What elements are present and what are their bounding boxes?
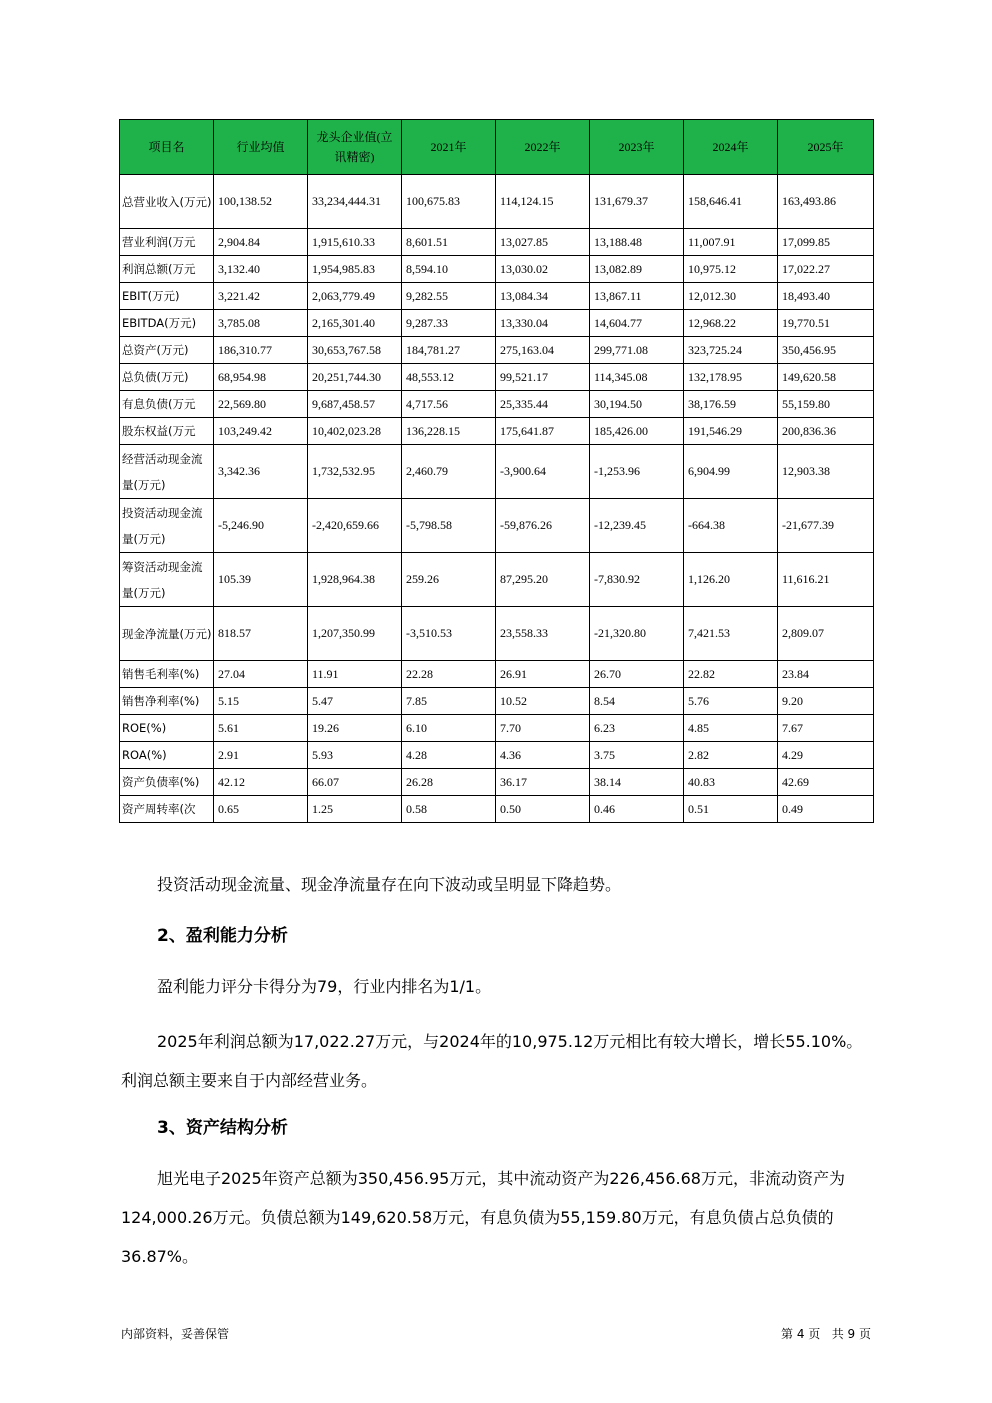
table-cell: 5.93 [308, 742, 402, 769]
row-label-cell: ROA(%) [120, 742, 214, 769]
table-cell: 12,903.38 [778, 445, 874, 499]
table-cell: 40.83 [684, 769, 778, 796]
table-cell: -1,253.96 [590, 445, 684, 499]
table-row [120, 310, 874, 337]
header-cell: 项目名 [120, 120, 214, 175]
table-cell: 6.10 [402, 715, 496, 742]
table-cell: 26.91 [496, 661, 590, 688]
table-cell: -3,510.53 [402, 607, 496, 661]
table-cell: 17,022.27 [778, 256, 874, 283]
table-cell: 7.67 [778, 715, 874, 742]
table-cell: 26.28 [402, 769, 496, 796]
table-cell: 2.82 [684, 742, 778, 769]
table-cell: 1,126.20 [684, 553, 778, 607]
table-cell: 13,082.89 [590, 256, 684, 283]
row-label-cell: 利润总额(万元 [120, 256, 214, 283]
table-cell: 13,330.04 [496, 310, 590, 337]
table-cell: 33,234,444.31 [308, 175, 402, 229]
row-label-cell: ROE(%) [120, 715, 214, 742]
table-cell: 186,310.77 [214, 337, 308, 364]
table-cell: 4.85 [684, 715, 778, 742]
table-cell: 0.65 [214, 796, 308, 823]
table-cell: 2,809.07 [778, 607, 874, 661]
table-cell: 42.69 [778, 769, 874, 796]
table-cell: 68,954.98 [214, 364, 308, 391]
table-cell: 185,426.00 [590, 418, 684, 445]
table-cell: 0.50 [496, 796, 590, 823]
table-cell: 87,295.20 [496, 553, 590, 607]
row-label-cell: 总营业收入(万元) [120, 175, 214, 229]
table-cell: 11.91 [308, 661, 402, 688]
table-cell: 42.12 [214, 769, 308, 796]
paragraph-profit-score: 盈利能力评分卡得分为79，行业内排名为1/1。 [157, 977, 492, 996]
table-cell: 200,836.36 [778, 418, 874, 445]
row-label-cell: 投资活动现金流量(万元) [120, 499, 214, 553]
table-cell: 1,207,350.99 [308, 607, 402, 661]
table-cell: 0.46 [590, 796, 684, 823]
table-cell: 114,124.15 [496, 175, 590, 229]
table-cell: 8,594.10 [402, 256, 496, 283]
table-cell: 38,176.59 [684, 391, 778, 418]
table-row [120, 337, 874, 364]
table-cell: -21,677.39 [778, 499, 874, 553]
table-cell: 13,084.34 [496, 283, 590, 310]
table-row [120, 796, 874, 823]
table-cell: 0.58 [402, 796, 496, 823]
table-cell: 818.57 [214, 607, 308, 661]
table-cell: 3,221.42 [214, 283, 308, 310]
table-cell: 100,675.83 [402, 175, 496, 229]
header-cell: 2021年 [402, 120, 496, 175]
table-cell: 158,646.41 [684, 175, 778, 229]
table-cell: 5.61 [214, 715, 308, 742]
table-cell: 13,188.48 [590, 229, 684, 256]
row-label-cell: EBIT(万元) [120, 283, 214, 310]
row-label-cell: 总负债(万元) [120, 364, 214, 391]
table-cell: 30,194.50 [590, 391, 684, 418]
table-cell: 9,287.33 [402, 310, 496, 337]
table-cell: 12,012.30 [684, 283, 778, 310]
table-cell: 2,063,779.49 [308, 283, 402, 310]
table-row [120, 229, 874, 256]
table-cell: 184,781.27 [402, 337, 496, 364]
table-cell: 323,725.24 [684, 337, 778, 364]
table-cell: 27.04 [214, 661, 308, 688]
table-cell: 3,785.08 [214, 310, 308, 337]
table-cell: 22.82 [684, 661, 778, 688]
table-header [120, 120, 874, 175]
table-cell: 55,159.80 [778, 391, 874, 418]
section-heading-asset-structure: 3、资产结构分析 [157, 1118, 288, 1138]
table-cell: 23.84 [778, 661, 874, 688]
header-cell: 行业均值 [214, 120, 308, 175]
table-cell: -3,900.64 [496, 445, 590, 499]
table-cell: 9,687,458.57 [308, 391, 402, 418]
table-cell: 11,616.21 [778, 553, 874, 607]
table-cell: 1,928,964.38 [308, 553, 402, 607]
table-cell: 10,402,023.28 [308, 418, 402, 445]
table-cell: 175,641.87 [496, 418, 590, 445]
table-body [120, 175, 874, 823]
table-cell: 26.70 [590, 661, 684, 688]
table-cell: 19,770.51 [778, 310, 874, 337]
table-row [120, 391, 874, 418]
table-cell: 8,601.51 [402, 229, 496, 256]
table-cell: -59,876.26 [496, 499, 590, 553]
table-cell: 191,546.29 [684, 418, 778, 445]
table-cell: 25,335.44 [496, 391, 590, 418]
table-cell: 13,030.02 [496, 256, 590, 283]
table-cell: 275,163.04 [496, 337, 590, 364]
table-cell: 8.54 [590, 688, 684, 715]
table-cell: 36.17 [496, 769, 590, 796]
table-cell: 48,553.12 [402, 364, 496, 391]
table-cell: -12,239.45 [590, 499, 684, 553]
table-cell: 3.75 [590, 742, 684, 769]
table-row [120, 364, 874, 391]
table-cell: 4.36 [496, 742, 590, 769]
table-cell: -5,246.90 [214, 499, 308, 553]
row-label-cell: 资产周转率(次 [120, 796, 214, 823]
table-cell: 99,521.17 [496, 364, 590, 391]
table-cell: 149,620.58 [778, 364, 874, 391]
table-cell: -5,798.58 [402, 499, 496, 553]
table-cell: 5.76 [684, 688, 778, 715]
table-cell: 299,771.08 [590, 337, 684, 364]
table-cell: 19.26 [308, 715, 402, 742]
table-cell: 14,604.77 [590, 310, 684, 337]
table-row [120, 175, 874, 229]
table-row [120, 445, 874, 499]
header-cell: 2023年 [590, 120, 684, 175]
table-cell: 5.47 [308, 688, 402, 715]
table-row [120, 499, 874, 553]
table-cell: 7.85 [402, 688, 496, 715]
section-heading-profitability: 2、盈利能力分析 [157, 926, 288, 946]
table-cell: 103,249.42 [214, 418, 308, 445]
paragraph-total-profit: 2025年利润总额为17,022.27万元，与2024年的10,975.12万元相比有较大增长，增长55.10%。利润总额主要来自于内部经营业务。 [121, 1032, 863, 1090]
table-cell: 163,493.86 [778, 175, 874, 229]
table-cell: 13,027.85 [496, 229, 590, 256]
table-cell: 4.28 [402, 742, 496, 769]
row-label-cell: 经营活动现金流量(万元) [120, 445, 214, 499]
header-cell: 2022年 [496, 120, 590, 175]
table-cell: 2.91 [214, 742, 308, 769]
table-cell: 100,138.52 [214, 175, 308, 229]
table-cell: 18,493.40 [778, 283, 874, 310]
row-label-cell: 总资产(万元) [120, 337, 214, 364]
header-cell: 2024年 [684, 120, 778, 175]
row-label-cell: 有息负债(万元 [120, 391, 214, 418]
header-cell: 龙头企业值(立讯精密) [308, 120, 402, 175]
table-row [120, 661, 874, 688]
row-label-cell: 资产负债率(%) [120, 769, 214, 796]
row-label-cell: 股东权益(万元 [120, 418, 214, 445]
paragraph-asset-structure: 旭光电子2025年资产总额为350,456.95万元，其中流动资产为226,456.68万元，非流动资产为124,000.26万元。负债总额为149,620.58万元，有息负债为55,159.80万元，有息负债占总负债的36.87%。 [121, 1169, 845, 1266]
row-label-cell: 营业利润(万元 [120, 229, 214, 256]
table-cell: 105.39 [214, 553, 308, 607]
table-cell: 11,007.91 [684, 229, 778, 256]
table-cell: -7,830.92 [590, 553, 684, 607]
table-row [120, 742, 874, 769]
table-cell: 0.51 [684, 796, 778, 823]
table-cell: 0.49 [778, 796, 874, 823]
table-cell: 114,345.08 [590, 364, 684, 391]
table-cell: -664.38 [684, 499, 778, 553]
table-cell: -2,420,659.66 [308, 499, 402, 553]
table-row [120, 283, 874, 310]
row-label-cell: 筹资活动现金流量(万元) [120, 553, 214, 607]
table-row [120, 769, 874, 796]
table-cell: 4,717.56 [402, 391, 496, 418]
footer-page-number: 第 4 页 共 9 页 [781, 1327, 871, 1341]
table-cell: 1,732,532.95 [308, 445, 402, 499]
header-cell: 2025年 [778, 120, 874, 175]
table-cell: 2,904.84 [214, 229, 308, 256]
table-cell: 259.26 [402, 553, 496, 607]
footer-confidential-note: 内部资料，妥善保管 [121, 1327, 230, 1341]
table-cell: 132,178.95 [684, 364, 778, 391]
table-row [120, 553, 874, 607]
table-cell: 5.15 [214, 688, 308, 715]
table-cell: 131,679.37 [590, 175, 684, 229]
financial-table [119, 119, 874, 823]
row-label-cell: 销售毛利率(%) [120, 661, 214, 688]
table-cell: 12,968.22 [684, 310, 778, 337]
table-row [120, 418, 874, 445]
table-row [120, 256, 874, 283]
table-cell: 3,132.40 [214, 256, 308, 283]
table-cell: 20,251,744.30 [308, 364, 402, 391]
table-cell: 350,456.95 [778, 337, 874, 364]
row-label-cell: 销售净利率(%) [120, 688, 214, 715]
table-cell: 38.14 [590, 769, 684, 796]
table-cell: 4.29 [778, 742, 874, 769]
table-cell: 3,342.36 [214, 445, 308, 499]
table-cell: 22.28 [402, 661, 496, 688]
row-label-cell: 现金净流量(万元) [120, 607, 214, 661]
table-cell: 66.07 [308, 769, 402, 796]
table-cell: 6.23 [590, 715, 684, 742]
table-cell: 136,228.15 [402, 418, 496, 445]
table-cell: 23,558.33 [496, 607, 590, 661]
table-cell: 1,915,610.33 [308, 229, 402, 256]
table-row [120, 688, 874, 715]
table-cell: 30,653,767.58 [308, 337, 402, 364]
table-cell: -21,320.80 [590, 607, 684, 661]
table-cell: 13,867.11 [590, 283, 684, 310]
table-cell: 10.52 [496, 688, 590, 715]
table-cell: 1.25 [308, 796, 402, 823]
table-row [120, 715, 874, 742]
table-cell: 1,954,985.83 [308, 256, 402, 283]
table-row [120, 607, 874, 661]
row-label-cell: EBITDA(万元) [120, 310, 214, 337]
table-cell: 2,460.79 [402, 445, 496, 499]
table-cell: 9.20 [778, 688, 874, 715]
table-cell: 17,099.85 [778, 229, 874, 256]
table-cell: 7.70 [496, 715, 590, 742]
paragraph-cashflow-trend: 投资活动现金流量、现金净流量存在向下波动或呈明显下降趋势。 [157, 875, 622, 894]
table-cell: 9,282.55 [402, 283, 496, 310]
table-cell: 7,421.53 [684, 607, 778, 661]
table-cell: 2,165,301.40 [308, 310, 402, 337]
table-cell: 10,975.12 [684, 256, 778, 283]
table-cell: 6,904.99 [684, 445, 778, 499]
table-cell: 22,569.80 [214, 391, 308, 418]
